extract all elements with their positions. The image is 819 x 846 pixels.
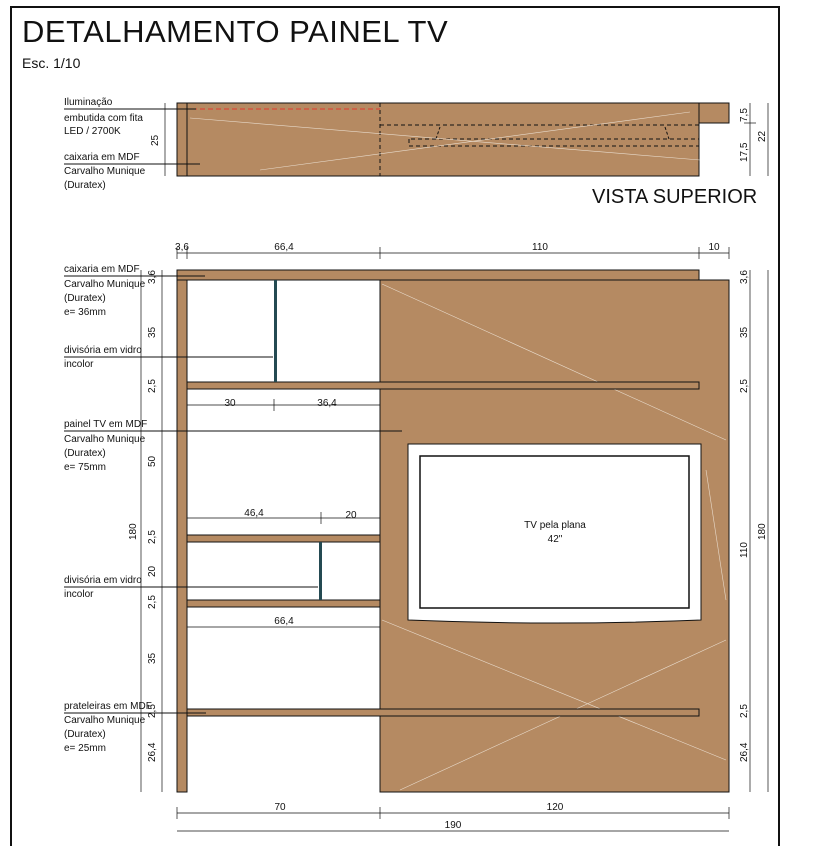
glass-divider-2 — [319, 542, 322, 600]
dim-left-total: 180 — [128, 523, 139, 540]
glass-divider-1 — [274, 280, 277, 382]
callout-box-line2: Carvalho Munique — [64, 166, 146, 177]
dim-left-7: 2,5 — [147, 595, 158, 609]
shelf-2 — [187, 535, 380, 542]
dim-width-4: 10 — [708, 242, 720, 253]
callout-text: e= 36mm — [64, 307, 106, 318]
tv-screen — [420, 456, 689, 608]
callout-led-line3: LED / 2700K — [64, 126, 121, 137]
shelf-1 — [187, 382, 699, 389]
dim-right-5: 2,5 — [739, 704, 750, 718]
dim-top-right-b: 17,5 — [739, 142, 750, 162]
callout-glass-2 — [64, 575, 318, 600]
dim-right-2: 35 — [739, 326, 750, 338]
top-view — [64, 97, 768, 208]
front-view — [64, 242, 768, 831]
dim-shelf3: 66,4 — [274, 616, 294, 627]
dim-left-4: 50 — [147, 455, 158, 467]
callout-text: Carvalho Munique — [64, 715, 146, 726]
dim-right-3: 2,5 — [739, 379, 750, 393]
top-view-cap — [699, 103, 729, 123]
dim-shelf1-a: 30 — [224, 398, 236, 409]
callout-glass-1 — [64, 345, 273, 370]
top-box — [177, 270, 699, 280]
drawing-title: DETALHAMENTO PAINEL TV — [22, 14, 449, 49]
dim-top-right-a: 7,5 — [739, 108, 750, 122]
dim-left-5: 2,5 — [147, 530, 158, 544]
dim-left-3: 2,5 — [147, 379, 158, 393]
dim-left-8: 35 — [147, 652, 158, 664]
dim-right-4: 110 — [739, 542, 750, 558]
callout-text: prateleiras em MDF — [64, 701, 152, 712]
callout-box-line1: caixaria em MDF — [64, 152, 140, 163]
callout-text: (Duratex) — [64, 448, 106, 459]
dim-top-right-total: 22 — [757, 130, 768, 142]
drawing-scale: Esc. 1/10 — [22, 55, 81, 71]
callout-text: Carvalho Munique — [64, 279, 146, 290]
dim-bottom-1: 70 — [274, 802, 286, 813]
dim-right-total: 180 — [757, 523, 768, 540]
callout-text: divisória em vidro — [64, 575, 142, 586]
shelf-3 — [187, 600, 380, 607]
callout-tv-panel — [64, 419, 402, 473]
callout-text: e= 75mm — [64, 462, 106, 473]
dim-right-6: 26,4 — [739, 742, 750, 762]
callout-text: divisória em vidro — [64, 345, 142, 356]
callout-text: painel TV em MDF — [64, 419, 148, 430]
dim-width-2: 66,4 — [274, 242, 294, 253]
dim-bottom-2: 120 — [546, 802, 564, 813]
dim-shelf2-b: 20 — [345, 510, 357, 521]
cabinet-side — [177, 270, 187, 792]
dim-shelf1-b: 36,4 — [317, 398, 337, 409]
dim-top-depth: 25 — [150, 134, 161, 146]
dim-shelf2-a: 46,4 — [244, 508, 264, 519]
dim-left-10: 26,4 — [147, 742, 158, 762]
callout-led-line2: embutida com fita — [64, 113, 143, 124]
callout-text: (Duratex) — [64, 293, 106, 304]
tv-label-line2: 42" — [547, 534, 563, 545]
dim-bottom-total: 190 — [444, 820, 462, 831]
top-view-panel — [177, 103, 699, 176]
callout-text: (Duratex) — [64, 729, 106, 740]
callout-text: incolor — [64, 589, 94, 600]
callout-text: incolor — [64, 359, 94, 370]
view-label: VISTA SUPERIOR — [592, 186, 758, 208]
tv-label-line1: TV pela plana — [524, 520, 586, 531]
callout-led-line1: Iluminação — [64, 97, 113, 108]
callout-text: e= 25mm — [64, 743, 106, 754]
callout-text: caixaria em MDF — [64, 264, 140, 275]
dim-left-1: 3,6 — [147, 270, 158, 284]
dim-width-3: 110 — [532, 242, 548, 253]
callout-text: Carvalho Munique — [64, 434, 146, 445]
shelf-4 — [187, 709, 699, 716]
dim-right-1: 3,6 — [739, 270, 750, 284]
dim-width-1: 3,6 — [175, 242, 189, 253]
dim-left-9: 2,5 — [147, 704, 158, 718]
dim-left-6: 20 — [147, 565, 158, 577]
callout-box-line3: (Duratex) — [64, 180, 106, 191]
dim-left-2: 35 — [147, 326, 158, 338]
